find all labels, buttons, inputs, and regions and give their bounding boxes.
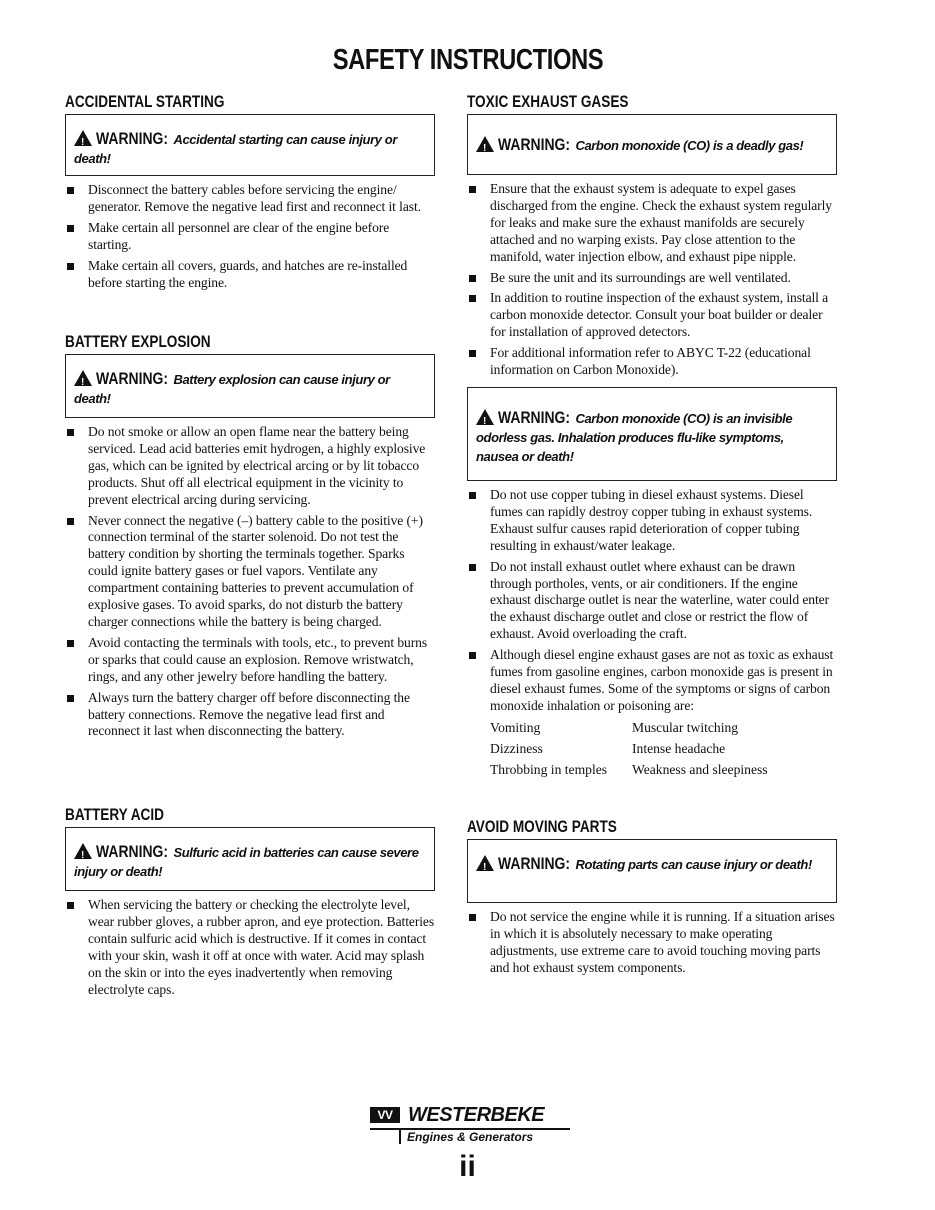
warning-box: !WARNING: Carbon monoxide (CO) is a deadly gas! (467, 114, 837, 175)
symptoms-list: Vomiting Muscular twitching Dizziness Intense headache Throbbing in temples Weakness and sleepiness (490, 719, 768, 777)
warning-box: !WARNING: Carbon monoxide (CO) is an invisible odorless gas. Inhalation produces flu-like symptoms, nausea or death! (467, 387, 837, 481)
section-avoid-moving-parts (467, 817, 837, 981)
warning-box: !WARNING: Battery explosion can cause injury or death! (65, 354, 435, 418)
list-item: Do not service the engine while it is running. If a situation arises in which it is absolutely necessary to make operating adjustments, use extreme care to avoid touching moving parts and hot exhaust system components. (467, 909, 837, 977)
warning-triangle-icon (476, 855, 494, 871)
page-title: SAFETY INSTRUCTIONS (332, 44, 603, 76)
list-item: Do not install exhaust outlet where exhaust can be drawn through portholes, vents, or air conditioners. If the engine exhaust discharge outlet is near the waterline, water could enter the exhaust discharge outlet and close or restrict the flow of exhaust. Avoid overloading the craft. (467, 559, 837, 644)
list-item: Make certain all personnel are clear of the engine before starting. (65, 220, 435, 254)
list-item: Do not smoke or allow an open flame near the battery being serviced. Lead acid batteries emit hydrogen, a highly explosive gas, which can be ignited by electrical arcing or by lit tobacco products. Shut off all electrical equipment in the vicinity to prevent electrical arcing during servicing. (65, 424, 435, 509)
section-battery-acid (65, 805, 435, 1002)
warning-triangle-icon (74, 843, 92, 859)
section-heading: BATTERY EXPLOSION (65, 332, 211, 351)
list-item: Be sure the unit and its surroundings are well ventilated. (467, 270, 837, 287)
list-item: In addition to routine inspection of the exhaust system, install a carbon monoxide detector. Consult your boat builder or dealer for installation of approved detectors. (467, 290, 837, 341)
section-toxic-exhaust-gases (467, 92, 837, 780)
warning-triangle-icon (74, 130, 92, 146)
warning-box: !WARNING: Sulfuric acid in batteries can cause severe injury or death! (65, 827, 435, 891)
list-item: Never connect the negative (–) battery cable to the positive (+) connection terminal of the starter solenoid. Do not test the battery condition by shorting the terminals together. Sparks could ignite battery gases or fuel vapors. Ventilate any compartment containing batteries to prevent accumulation of explosive gases. To avoid sparks, do not disturb the battery charger connections while the battery is being charged. (65, 513, 435, 631)
list-item: Always turn the battery charger off before disconnecting the battery connections. Remove the negative lead first and reconnect it last when disconnecting the battery. (65, 690, 435, 741)
list-item: Although diesel engine exhaust gases are not as toxic as exhaust fumes from gasoline engines, carbon monoxide gas is present in diesel exhaust fumes. Some of the symptoms or signs of carbon monoxide inhalation or poisoning are: (467, 647, 837, 715)
section-heading: ACCIDENTAL STARTING (65, 92, 225, 111)
list-item: Disconnect the battery cables before servicing the engine/ generator. Remove the negative lead first and reconnect it last. (65, 182, 435, 216)
list-item: For additional information refer to ABYC T-22 (educational information on Carbon Monoxide). (467, 345, 837, 379)
warning-box: !WARNING: Accidental starting can cause injury or death! (65, 114, 435, 176)
list-item: Avoid contacting the terminals with tools, etc., to prevent burns or sparks that could cause an explosion. Remove wristwatch, rings, and any other jewelry before handling the battery. (65, 635, 435, 686)
section-heading: BATTERY ACID (65, 805, 164, 824)
list-item: Ensure that the exhaust system is adequate to expel gases discharged from the engine. Check the exhaust system regularly for leaks and make sure the exhaust manifolds are securely attached and no warping exists. Pay close attention to the manifold, water injection elbow, and exhaust pipe nipple. (467, 181, 837, 266)
list-item: When servicing the battery or checking the electrolyte level, wear rubber gloves, a rubber apron, and eye protection. Batteries contain sulfuric acid which is destructive. If it comes in contact with your skin, wash it off at once with water. Acid may splash on the skin or into the eyes inadvertently when removing electrolyte caps. (65, 897, 435, 998)
page-number: ii (459, 1150, 476, 1183)
warning-triangle-icon (74, 370, 92, 386)
list-item: Make certain all covers, guards, and hatches are re-installed before starting the engine. (65, 258, 435, 292)
list-item: Do not use copper tubing in diesel exhaust systems. Diesel fumes can rapidly destroy copper tubing in exhaust systems. Exhaust sulfur causes rapid deterioration of copper tubing resulting in exhaust/water leakage. (467, 487, 837, 555)
section-battery-explosion (65, 332, 435, 744)
section-heading: TOXIC EXHAUST GASES (467, 92, 629, 111)
section-accidental-starting (65, 92, 435, 295)
section-heading: AVOID MOVING PARTS (467, 817, 617, 836)
warning-box: !WARNING: Rotating parts can cause injury or death! (467, 839, 837, 903)
westerbeke-logo: VV WESTERBEKE Engines & Generators (370, 1104, 570, 1144)
warning-triangle-icon (476, 409, 494, 425)
warning-triangle-icon (476, 136, 494, 152)
w-logo-icon: VV (370, 1107, 400, 1123)
